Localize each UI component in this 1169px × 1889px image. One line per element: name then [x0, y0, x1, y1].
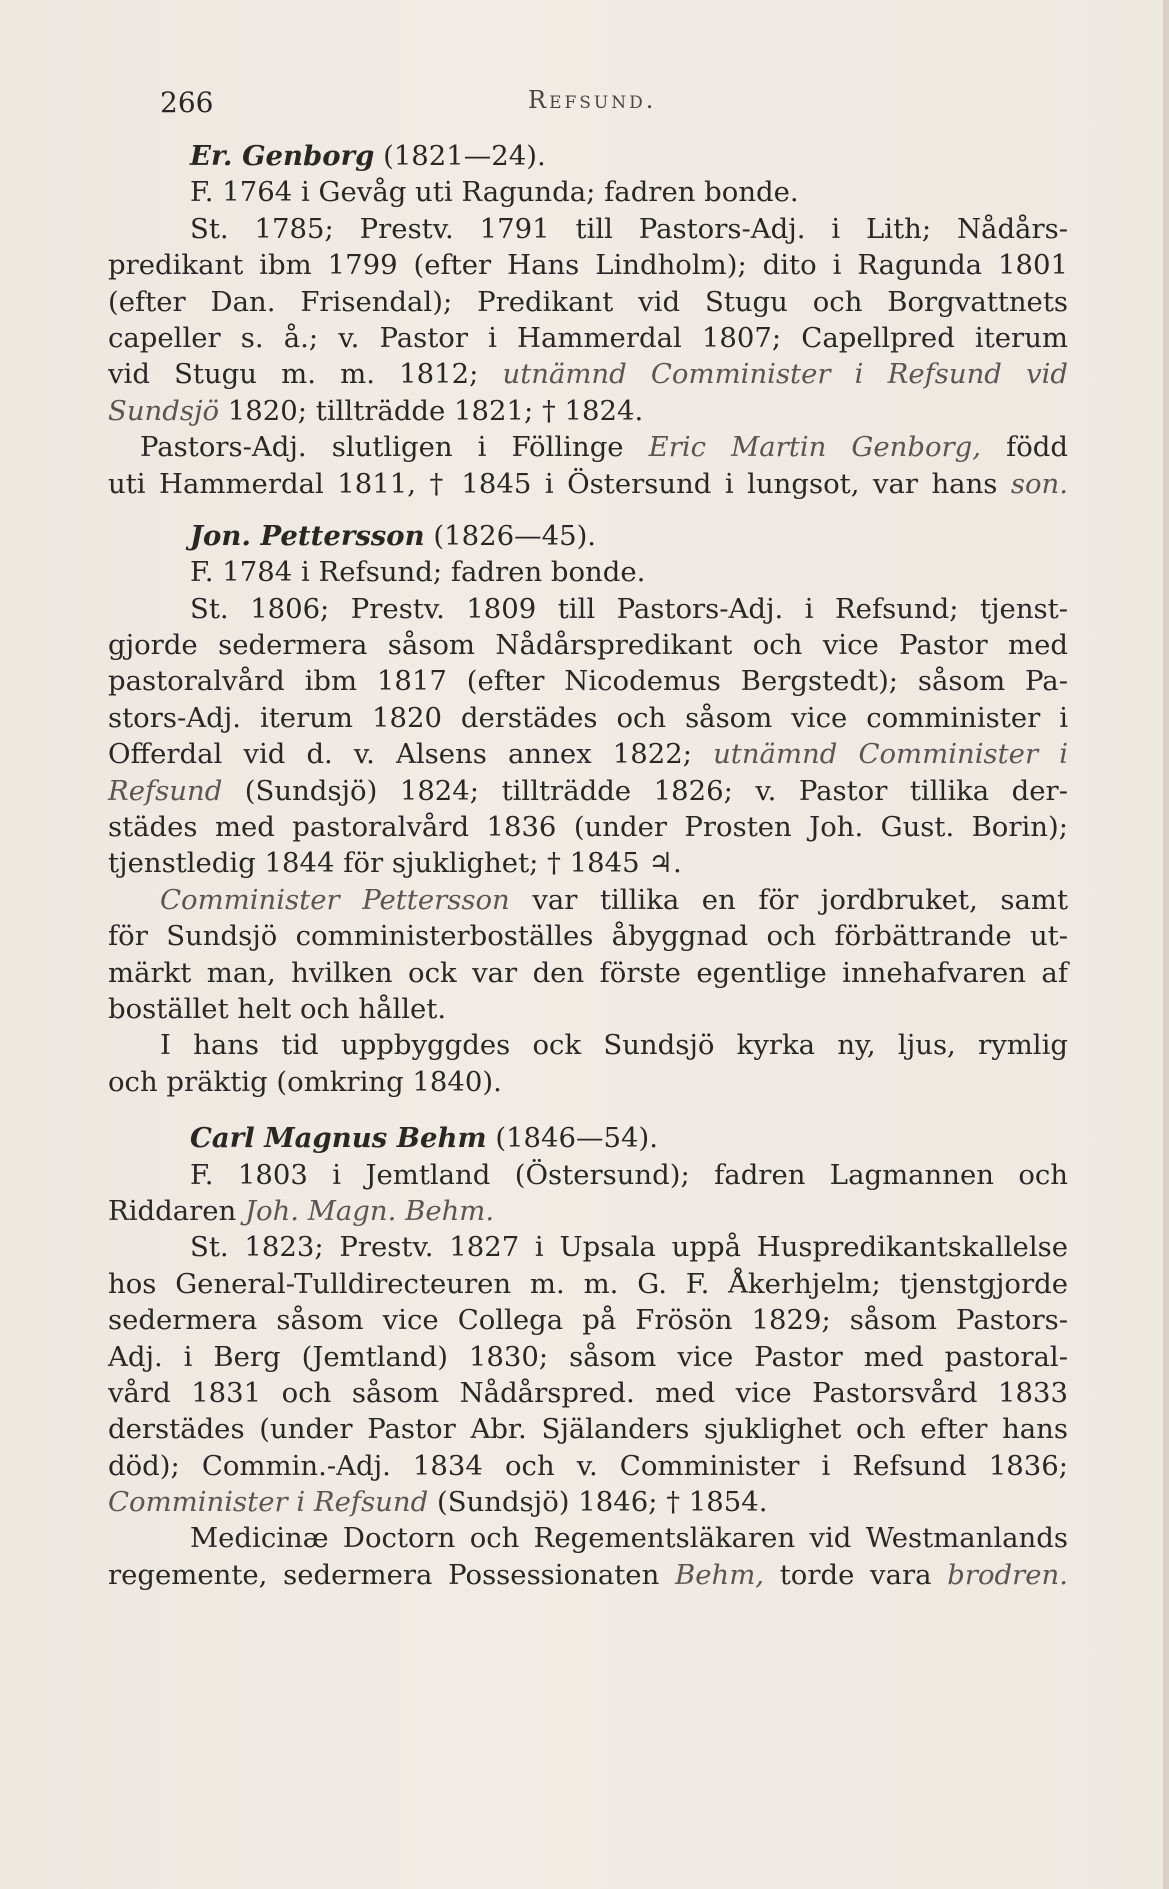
italic-text: utnämnd Comminister i: [713, 738, 1068, 771]
text-span: Pastors-Adj. slutligen i Föllinge: [140, 431, 649, 464]
text-line: [108, 736, 1068, 772]
entry-years: (1846—54).: [486, 1122, 659, 1155]
text-line: F. 1764 i Gevåg uti Ragunda; fadren bonde.: [190, 176, 799, 209]
text-span: torde vara: [764, 1558, 948, 1591]
text-span: var tillika en för jordbruket, samt: [509, 883, 1069, 916]
italic-text: Sundsjö: [108, 394, 220, 427]
text-span: Offerdal vid d. v. Alsens annex 1822;: [108, 738, 714, 771]
body-text: [108, 138, 1068, 1593]
spacer: [108, 502, 1068, 518]
running-head: [160, 74, 1080, 119]
italic-text: Comminister i Refsund: [108, 1486, 429, 1519]
text-line: pastoralvård ibm 1817 (efter Nicodemus Bergstedt); såsom Pa-: [108, 665, 1068, 698]
text-line: St. 1785; Prestv. 1791 till Pastors-Adj. i Lith; Nådårs-: [190, 212, 1068, 245]
text-line: Adj. i Berg (Jemtland) 1830; såsom vice Pastor med pastoral-: [108, 1340, 1068, 1373]
spacer: [108, 1100, 1068, 1120]
italic-text: utnämnd Comminister i Refsund vid: [502, 358, 1068, 391]
page-edge: [1163, 0, 1169, 1889]
italic-text: Comminister Pettersson: [160, 883, 510, 916]
text-span: (Sundsjö) 1846; † 1854.: [428, 1486, 768, 1519]
text-line: stors-Adj. iterum 1820 derstädes och såsom vice comminister i: [108, 701, 1068, 734]
text-line: tjenstledig 1844 för sjuklighet; † 1845 ♃.: [108, 847, 682, 880]
text-line: [108, 773, 1068, 809]
text-line: [108, 356, 1068, 392]
text-line: bostället helt och hållet.: [108, 992, 447, 1025]
text-line: [108, 1484, 1068, 1520]
text-span: 1820; tillträdde 1821; † 1824.: [219, 394, 644, 427]
entry-heading: [108, 138, 1068, 174]
italic-text: brodren.: [947, 1558, 1069, 1591]
text-span: uti Hammerdal 1811, † 1845 i Östersund i lungsot, var hans: [108, 467, 1011, 500]
text-span: regemente, sedermera Possessionaten: [108, 1558, 675, 1591]
entry-years: (1821—24).: [374, 140, 546, 172]
text-line: [108, 1193, 1068, 1229]
entry-name: Carl Magnus Behm: [190, 1122, 487, 1155]
text-line: sedermera såsom vice Collega på Frösön 1829; såsom Pastors-: [108, 1304, 1068, 1337]
entry-heading: [108, 518, 1068, 554]
text-line: derstädes (under Pastor Abr. Själanders sjuklighet och efter hans: [108, 1413, 1068, 1446]
entry-years: (1826—45).: [424, 519, 597, 552]
entry-name: Er. Genborg: [190, 140, 375, 172]
text-line: och präktig (omkring 1840).: [108, 1065, 502, 1098]
page-number: 266: [160, 86, 214, 119]
text-span: född: [981, 431, 1069, 464]
text-line: I hans tid uppbyggdes ock Sundsjö kyrka ny, ljus, rymlig: [160, 1029, 1068, 1062]
text-span: Riddaren: [108, 1194, 245, 1227]
text-line: Medicinæ Doctorn och Regementsläkaren vid Westmanlands: [190, 1522, 1068, 1555]
text-line: för Sundsjö comministerboställes åbyggnad och förbättrande ut-: [108, 920, 1068, 953]
text-line: gjorde sedermera såsom Nådårspredikant och vice Pastor med: [108, 629, 1068, 662]
text-span: (Sundsjö) 1824; tillträdde 1826; v. Pastor tillika der-: [222, 774, 1068, 807]
running-title: Refsund.: [528, 86, 657, 114]
text-line: [108, 882, 1068, 918]
italic-text: Behm,: [675, 1558, 765, 1591]
entry-name: Jon. Pettersson: [190, 519, 425, 552]
text-span: vid Stugu m. m. 1812;: [108, 358, 503, 391]
entry-heading: [108, 1120, 1068, 1156]
text-line: predikant ibm 1799 (efter Hans Lindholm); dito i Ragunda 1801: [108, 249, 1068, 282]
text-line: [108, 393, 1068, 429]
italic-text: Refsund: [108, 774, 223, 807]
text-line: hos General-Tulldirecteuren m. m. G. F. Åkerhjelm; tjenstgjorde: [108, 1267, 1068, 1300]
text-line: F. 1803 i Jemtland (Östersund); fadren Lagmannen och: [190, 1158, 1068, 1191]
text-line: capeller s. å.; v. Pastor i Hammerdal 1807; Capellpred iterum: [108, 321, 1068, 354]
text-line: St. 1823; Prestv. 1827 i Upsala uppå Huspredikantskallelse: [190, 1231, 1068, 1264]
text-line: städes med pastoralvård 1836 (under Prosten Joh. Gust. Borin);: [108, 811, 1068, 844]
italic-text: Eric Martin Genborg,: [648, 431, 982, 464]
text-line: (efter Dan. Frisendal); Predikant vid Stugu och Borgvattnets: [108, 285, 1068, 318]
text-line: St. 1806; Prestv. 1809 till Pastors-Adj. i Refsund; tjenst-: [190, 592, 1068, 625]
italic-text: son.: [1010, 467, 1068, 500]
text-line: död); Commin.-Adj. 1834 och v. Comminister i Refsund 1836;: [108, 1449, 1068, 1482]
text-line: F. 1784 i Refsund; fadren bonde.: [190, 556, 646, 589]
text-line: vård 1831 och såsom Nådårspred. med vice Pastorsvård 1833: [108, 1376, 1068, 1409]
italic-text: Joh. Magn. Behm.: [244, 1194, 495, 1227]
text-line: [108, 466, 1068, 502]
text-line: märkt man, hvilken ock var den förste egentlige innehafvaren af: [108, 956, 1068, 989]
text-line: [108, 1557, 1068, 1593]
text-line: [108, 429, 1068, 465]
